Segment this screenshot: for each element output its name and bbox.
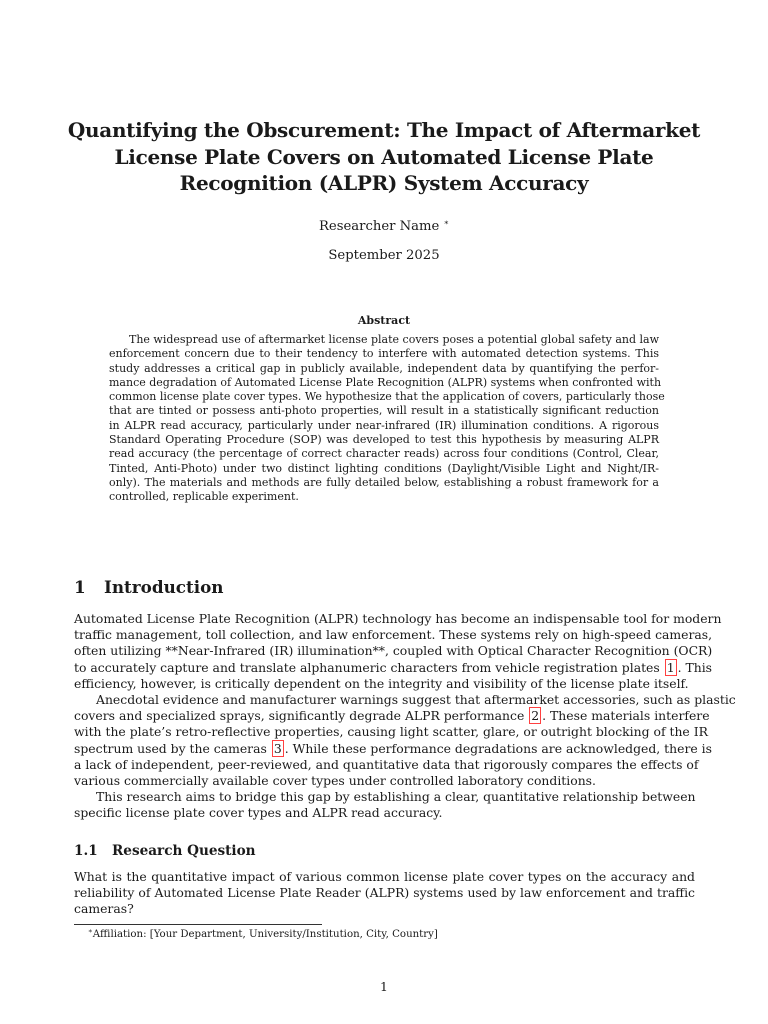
paragraph-line [74,659,713,676]
line-text: . These materials interfere [542,708,710,724]
paragraph-line: various commercially available cover types under controlled laboratory conditions. [74,773,596,789]
introduction-body [74,611,736,822]
paragraph-line [74,740,712,757]
paragraph-line: Anecdotal evidence and manufacturer warnings suggest that aftermarket accessories, such as plastic [96,692,736,708]
section-heading-introduction [74,577,224,597]
abstract-line: Tinted, Anti-Photo) under two distinct lighting conditions (Daylight/Visible Light and Night/IR- [109,461,659,475]
abstract-line: Standard Operating Procedure (SOP) was developed to test this hypothesis by measuring ALPR [109,433,659,447]
title-line-2: License Plate Covers on Automated License Plate [114,144,654,169]
author-footnote-mark[interactable]: ∗ [443,218,449,227]
line-text: to accurately capture and translate alphanumeric characters from vehicle registration plates [74,659,660,675]
paper-title [60,117,708,197]
research-question-body [74,869,695,918]
subsection-title: Research Question [112,843,256,859]
line-text: . While these performance degradations are acknowledged, there is [284,740,712,756]
abstract-line: mance degradation of Automated License Plate Recognition (ALPR) systems when confronted with [109,375,662,389]
line-text: . This [677,659,713,675]
abstract-line: read accuracy (the percentage of correct character reads) across four conditions (Control, Clear, [109,447,659,461]
paragraph-line: traffic management, toll collection, and law enforcement. These systems rely on high-speed cameras, [74,627,713,643]
subsection-number: 1.1 [74,843,98,859]
abstract-line: study addresses a critical gap in publicly available, independent data by quantifying the perfor- [109,361,659,375]
line-text: spectrum used by the cameras [74,740,267,756]
abstract-body [109,333,665,505]
paragraph-line [74,708,710,724]
abstract-line: in ALPR read accuracy, particularly under near-infrared (IR) illumination conditions. A rigorous [109,418,659,432]
footnote-text: Affiliation: [Your Department, University/Institution, City, Country] [92,929,438,940]
abstract-line: The widespread use of aftermarket license plate covers poses a potential global safety and law [129,333,660,346]
author-name: Researcher Name [318,219,440,234]
paper-date: September 2025 [328,248,440,263]
paragraph-line: What is the quantitative impact of various common license plate cover types on the accuracy and [74,869,695,884]
title-line-1: Quantifying the Obscurement: The Impact of Aftermarket [67,118,701,142]
subsection-heading-research-question [74,843,256,859]
page-number: 1 [380,979,388,994]
abstract-heading: Abstract [357,314,411,327]
citation-link-2[interactable]: 2 [531,708,540,724]
paragraph-line: This research aims to bridge this gap by establishing a clear, quantitative relationship between [96,789,696,805]
paragraph-line: Automated License Plate Recognition (ALPR) technology has become an indispensable tool for modern [74,611,722,626]
paragraph-line: reliability of Automated License Plate Reader (ALPR) systems used by law enforcement and traffic [74,885,695,901]
section-title: Introduction [104,577,224,597]
citation-link-1[interactable]: 1 [666,659,675,675]
paragraph-line: efficiency, however, is critically dependent on the integrity and visibility of the license plate itself. [74,675,689,691]
section-number: 1 [74,577,86,597]
footnote-divider [74,924,322,925]
abstract-line: controlled, replicable experiment. [109,490,299,504]
line-text: covers and specialized sprays, significantly degrade ALPR performance [74,708,525,724]
footnote-mark: ∗ [88,927,93,935]
abstract-line: only). The materials and methods are fully detailed below, establishing a robust framework for a [109,475,659,489]
abstract-line: that are tinted or possess anti-photo properties, will result in a statistically significant reduction [109,404,659,418]
paragraph-line: often utilizing **Near-Infrared (IR) illumination**, coupled with Optical Character Recognition (OCR) [74,643,713,659]
citation-link-3[interactable]: 3 [273,740,282,756]
paragraph-line: specific license plate cover types and ALPR read accuracy. [74,805,443,821]
paragraph-line: with the plate’s retro-reflective properties, causing light scatter, glare, or outright blocking of the IR [74,724,708,740]
paragraph-line: a lack of independent, peer-reviewed, and quantitative data that rigorously compares the effects of [74,756,699,772]
footnote [88,927,438,940]
abstract-line: common license plate cover types. We hypothesize that the application of covers, particularly those [109,390,665,404]
abstract-line: enforcement concern due to their tendency to interfere with automated detection systems. This [109,347,659,361]
author-line [0,218,768,234]
title-line-3: Recognition (ALPR) System Accuracy [179,171,589,195]
paragraph-line: cameras? [74,901,134,917]
